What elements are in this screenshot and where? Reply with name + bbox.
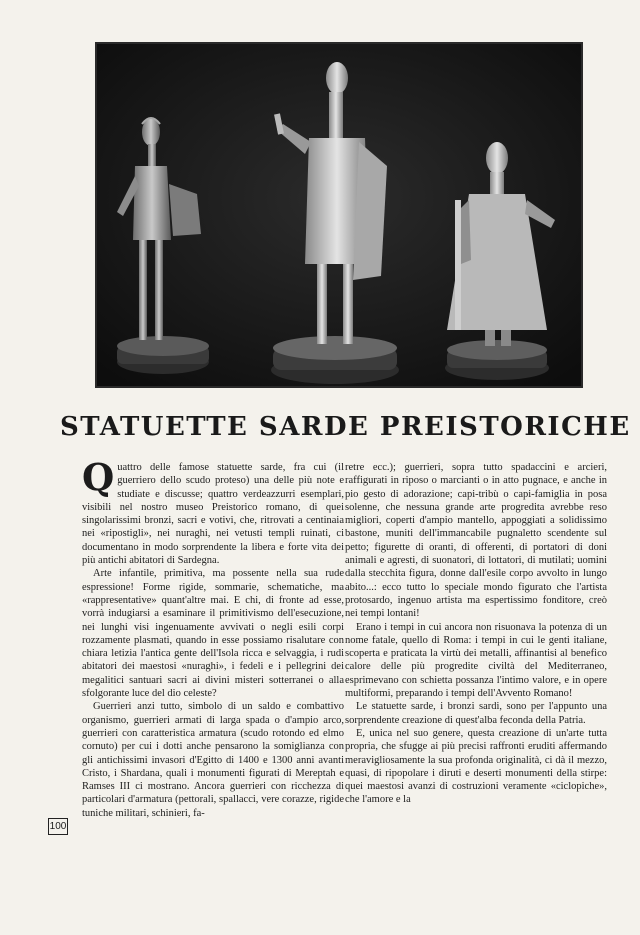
article-title: STATUETTE SARDE PREISTORICHE — [60, 412, 631, 442]
paragraph: Arte infantile, primitiva, ma possente nella sua rude espressione! Forme rigide, sommarie, schematiche, ma «rappresentative» quant'altre mai. E chi, di fronte ad esse, vorrà indugiarsi a esaminare il primitivismo dell'esecuzione, nei lunghi visi ingenuamente avvivati o negli esili corpi rozzamente plasmati, quando in esse possiamo risalutare con chiara letizia l'antica gente dell'Isola ricca e selvaggia, i rudi abitatori dei maestosi «nuraghi», i fedeli e i pellegrini dei megalitici santuari sacri ai divini misteri sotterranei o alla sfolgorante luce del dio celeste? — [82, 568, 344, 700]
statuettes-photo — [95, 42, 583, 388]
paragraph — [82, 455, 344, 567]
text-column-right — [345, 461, 607, 807]
paragraph-text: uattro delle famose statuette sarde, fra cui (il guerriero dello scudo proteso) una delle più note e studiate e discusse; quattro verdeazzurri esemplari, visibili nel nostro museo Preistorico romano, di quei singolarissimi bronzi, sacri e votivi, che, ritrovati a centinaia nei «ripostigli», nei nuraghi, nei vetusti templi ruinati, ci documentano in modo sorprendente la libera e forte vita dei più antichi abitatori di Sardegna. — [82, 462, 344, 567]
paragraph: E, unica nel suo genere, questa creazione di un'arte tutta propria, che sfugge ai più precisi raffronti eruditi affermando meravigliosamente la sua profonda originalità, ci dà il mezzo, quasi, di ripopolare i diruti e deserti monumenti della stirpe: quei maestosi avanzi di costruzioni veramente «ciclopiche», che l'amore e la — [345, 727, 607, 806]
statuettes-illustration — [97, 44, 581, 386]
paragraph: Le statuette sarde, i bronzi sardi, sono per l'appunto una sorprendente creazione di quest'alba feconda della Patria. — [345, 701, 607, 726]
page-number: 100 — [48, 818, 68, 835]
drop-cap: Q — [82, 455, 115, 499]
paragraph: Erano i tempi in cui ancora non risuonava la potenza di un nome fatale, quello di Roma: i tempi in cui le genti italiane, scoperta e praticata la virtù dei metalli, affinantisi al benefico calore delle più progredite civiltà del Mediterraneo, esprimevano con schietta possanza l'intimo valore, e in opere multiformi, preparando i tempi dell'Avvento Romano! — [345, 621, 607, 700]
text-column-left — [82, 455, 344, 820]
paragraph: Guerrieri anzi tutto, simbolo di un saldo e combattivo organismo, guerrieri armati di larga spada o d'ampio arco, guerrieri con caratteristica armatura (scudo rotondo ed elmo cornuto) per cui i dotti anche pensarono la somiglianza con gli antichissimi invasori d'Egitto di 1400 e 1300 anni avanti Cristo, i Shardana, quali i monumenti figurati di Mereptah e Ramses III ci mostrano. Ancora guerrieri con ricchezza di particolari d'armatura (pettorali, spallacci, vere corazze, rigide tuniche militari, schinieri, fa- — [82, 701, 344, 819]
paragraph: retre ecc.); guerrieri, sopra tutto spadaccini e arcieri, raffigurati in riposo o marcianti o in atto pugnace, e anche in pio gesto di adorazione; capi-tribù o capi-famiglia in posa solenne, che nessuna grande arte progredita avrebbe reso migliori, coperti d'ampio mantello, appoggiati a solidissimo bastone, muniti dell'immancabile pugnaletto scendente sul petto; figurette di oranti, di offerenti, di portatori di doni animali e agresti, di suonatori, di lottatori, di mutilati; uomini dalla stecchita figura, donne dall'esile corpo avvolto in lungo abito...: ecco tutto lo speciale mondo figurato che l'artista protosardo, ingenuo artista ma espertissimo fonditore, creò nei tempi lontani! — [345, 462, 607, 620]
